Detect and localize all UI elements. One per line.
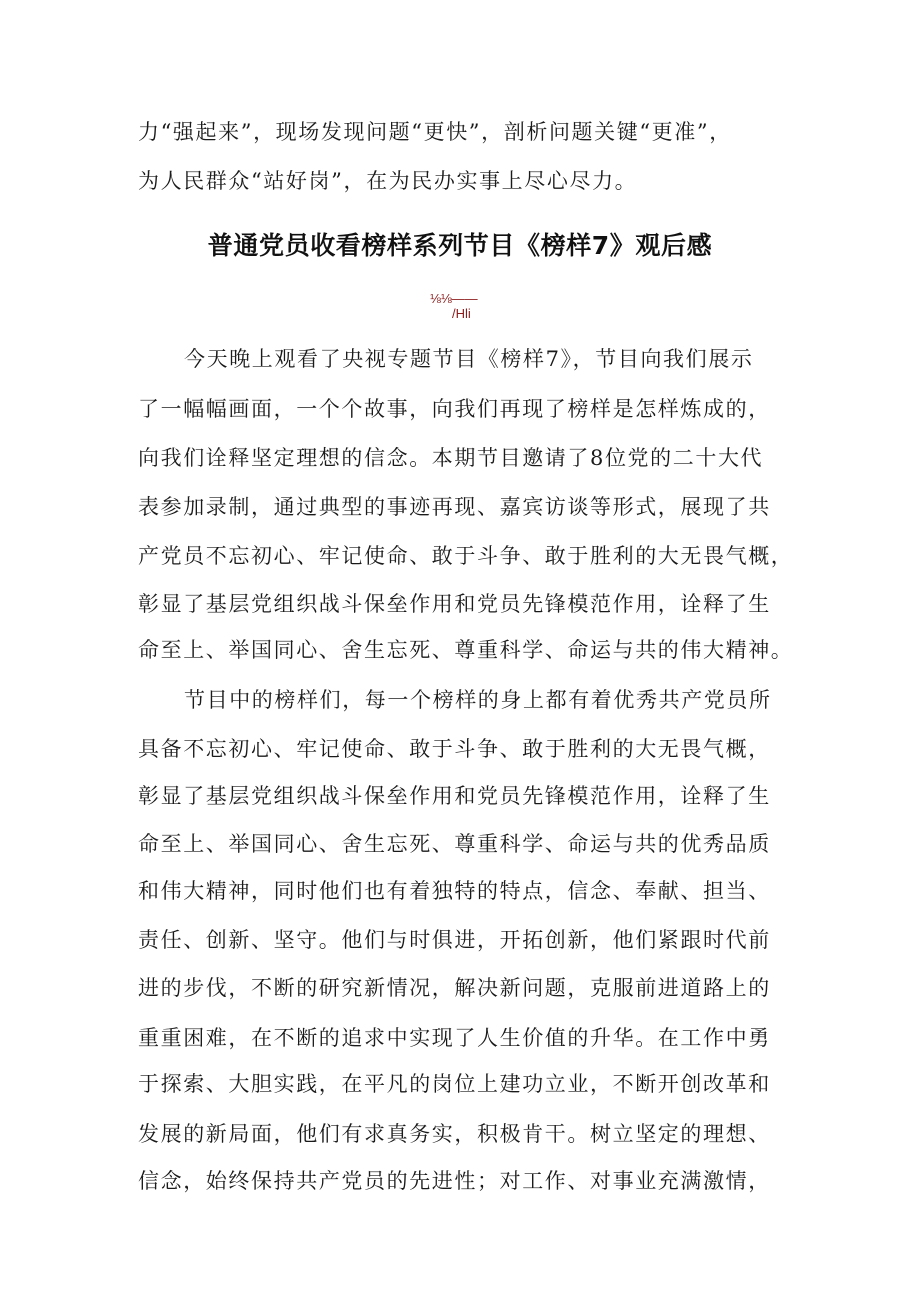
- author-mark: [430, 291, 478, 321]
- paragraph-1-line-6: 彰显了基层党组织战斗保垒作用和党员先锋模范作用，诠释了生: [138, 592, 771, 616]
- intro-line-2: 为人民群众“站好岗”，在为民办实事上尽心尽力。: [138, 169, 638, 193]
- paragraph-2-line-7: 进的步伐，不断的研究新情况，解决新问题，克服前进道路上的: [138, 976, 771, 1000]
- paragraph-1-line-2: 了一幅幅画面，一个个故事，向我们再现了榜样是怎样炼成的，: [138, 397, 771, 421]
- paragraph-2-line-4: 命至上、举国同心、舍生忘死、尊重科学、命运与共的优秀品质: [138, 832, 771, 856]
- paragraph-1-line-1: 今天晚上观看了央视专题节目《榜样7》，节目向我们展示: [184, 347, 754, 371]
- paragraph-2-line-5: 和伟大精神，同时他们也有着独特的特点，信念、奉献、担当、: [138, 879, 771, 903]
- paragraph-2-line-6: 责任、创新、坚守。他们与时俱进，开拓创新，他们紧跟时代前: [138, 928, 771, 952]
- paragraph-2-line-2: 具备不忘初心、牢记使命、敢于斗争、敢于胜利的大无畏气概，: [138, 737, 771, 761]
- paragraph-2-line-10: 发展的新局面，他们有求真务实，积极肯干。树立坚定的理想、: [138, 1122, 771, 1146]
- paragraph-1-line-4: 表参加录制，通过典型的事迹再现、嘉宾访谈等形式，展现了共: [138, 495, 771, 519]
- author-mark-line-2: /Hli: [452, 306, 471, 321]
- paragraph-2-line-9: 于探索、大胆实践，在平凡的岗位上建功立业，不断开创改革和: [138, 1072, 771, 1096]
- article-title: 普通党员收看榜样系列节目《榜样7》观后感: [207, 231, 713, 260]
- author-mark-line-1: ⅛⅛——: [430, 291, 478, 306]
- paragraph-2-line-3: 彰显了基层党组织战斗保垒作用和党员先锋模范作用，诠释了生: [138, 784, 771, 808]
- paragraph-2-line-1: 节目中的榜样们，每一个榜样的身上都有着优秀共产党员所: [184, 688, 772, 712]
- paragraph-1-line-3: 向我们诠释坚定理想的信念。本期节目邀请了8位党的二十大代: [138, 446, 764, 470]
- paragraph-2-line-11: 信念，始终保持共产党员的先进性；对工作、对事业充满激情，: [138, 1169, 771, 1193]
- paragraph-1-line-5: 产党员不忘初心、牢记使命、敢于斗争、敢于胜利的大无畏气概，: [138, 544, 794, 568]
- paragraph-1-line-7: 命至上、举国同心、舍生忘死、尊重科学、命运与共的伟大精神。: [138, 638, 794, 662]
- paragraph-2-line-8: 重重困难，在不断的追求中实现了人生价值的升华。在工作中勇: [138, 1026, 771, 1050]
- intro-line-1: 力“强起来”，现场发现问题“更快”，剖析问题关键“更准”，: [138, 120, 732, 144]
